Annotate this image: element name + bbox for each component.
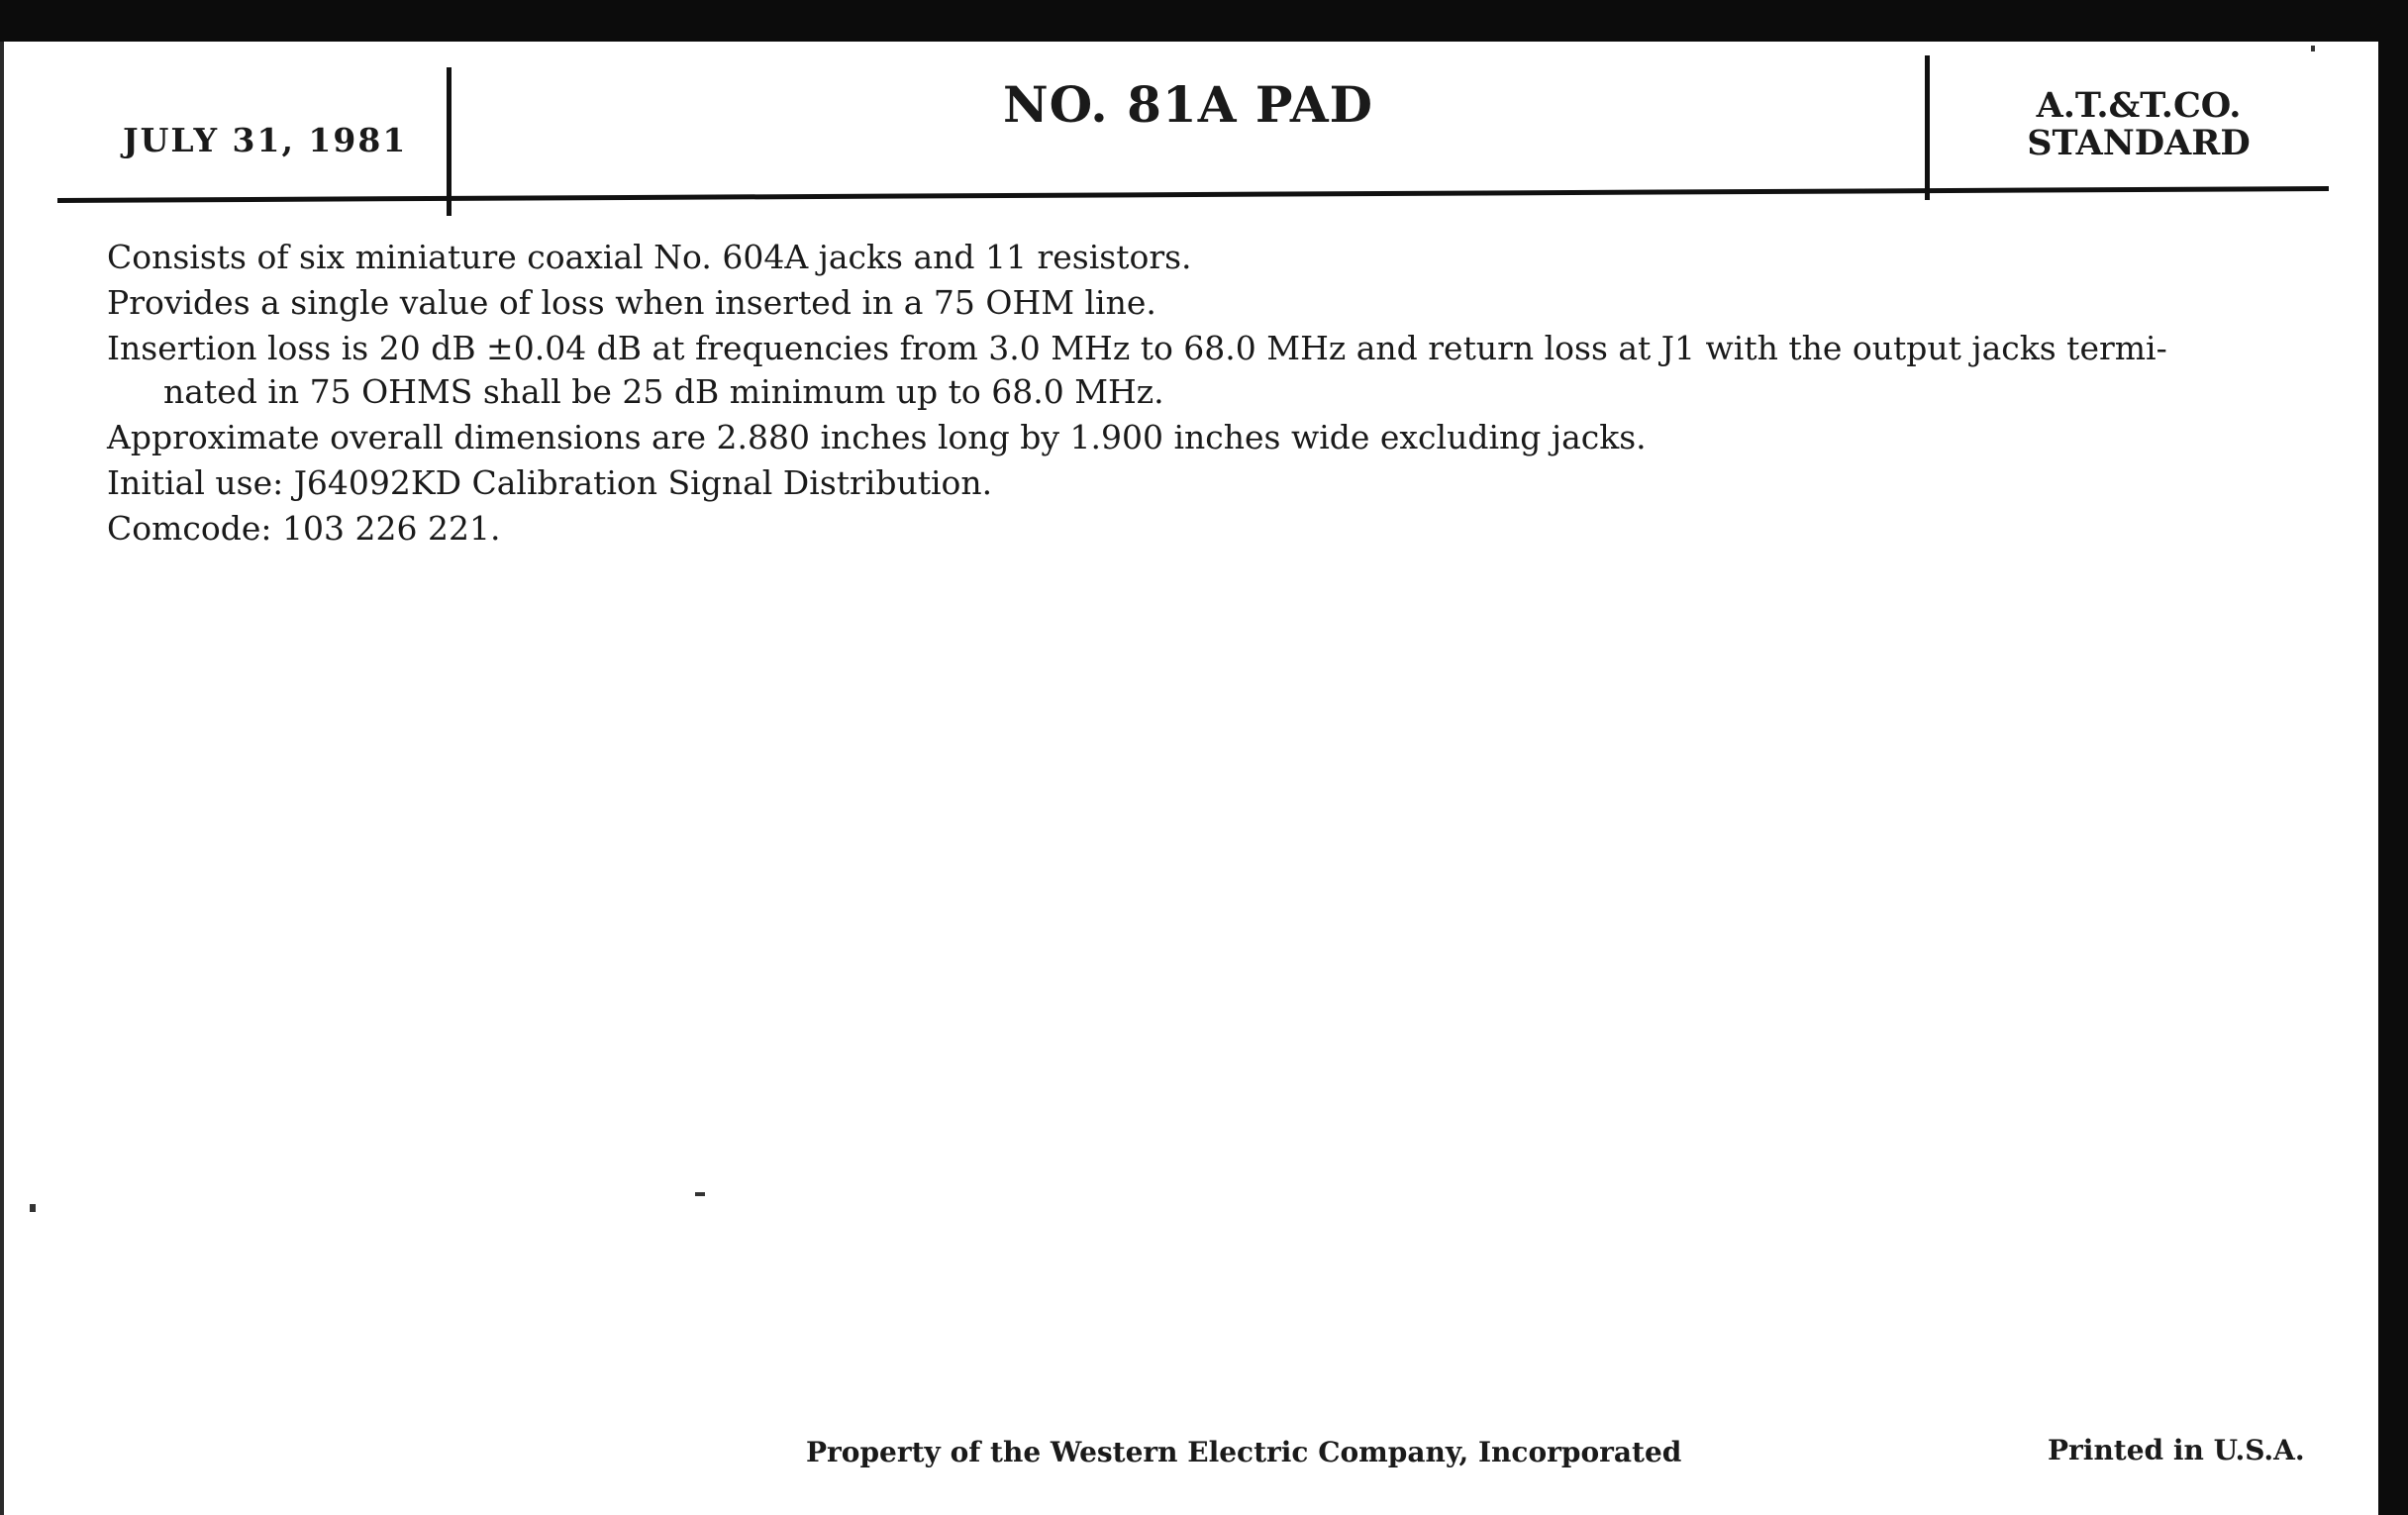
paragraph-loss-value: Provides a single value of loss when inserted in a 75 OHM line. xyxy=(107,283,1156,322)
footer-printed-in: Printed in U.S.A. xyxy=(2048,1434,2305,1466)
paragraph-composition: Consists of six miniature coaxial No. 604A jacks and 11 resistors. xyxy=(107,238,1192,276)
paragraph-insertion-loss: Insertion loss is 20 dB ±0.04 dB at frequencies from 3.0 MHz to 68.0 MHz and return loss at J1 with the output jacks termi- nated in 75 OHMS shall be 25 dB minimum up to 68.0 MHz. xyxy=(107,329,2167,411)
paragraph-comcode: Comcode: 103 226 221. xyxy=(107,509,501,548)
paragraph-dimensions: Approximate overall dimensions are 2.880 inches long by 1.900 inches wide excluding jacks. xyxy=(107,418,1647,456)
scan-speck xyxy=(30,1204,36,1212)
scan-right-border xyxy=(2378,0,2408,1515)
footer-property-notice: Property of the Western Electric Company, Incorporated xyxy=(806,1436,1682,1468)
specification-body xyxy=(107,236,2285,553)
scan-speck xyxy=(695,1192,705,1196)
org-line-2: STANDARD xyxy=(2027,123,2251,163)
standard-org xyxy=(2000,87,2277,162)
org-line-1: A.T.&T.CO. xyxy=(2036,85,2242,126)
scan-speck xyxy=(2311,46,2315,51)
document-title: NO. 81A PAD xyxy=(1002,75,1374,134)
scan-top-border xyxy=(0,0,2408,42)
header-divider-right xyxy=(1925,55,1930,200)
issue-date: JULY 31, 1981 xyxy=(123,121,408,159)
paragraph-initial-use: Initial use: J64092KD Calibration Signal Distribution. xyxy=(107,463,993,502)
header-divider-left xyxy=(447,67,452,216)
